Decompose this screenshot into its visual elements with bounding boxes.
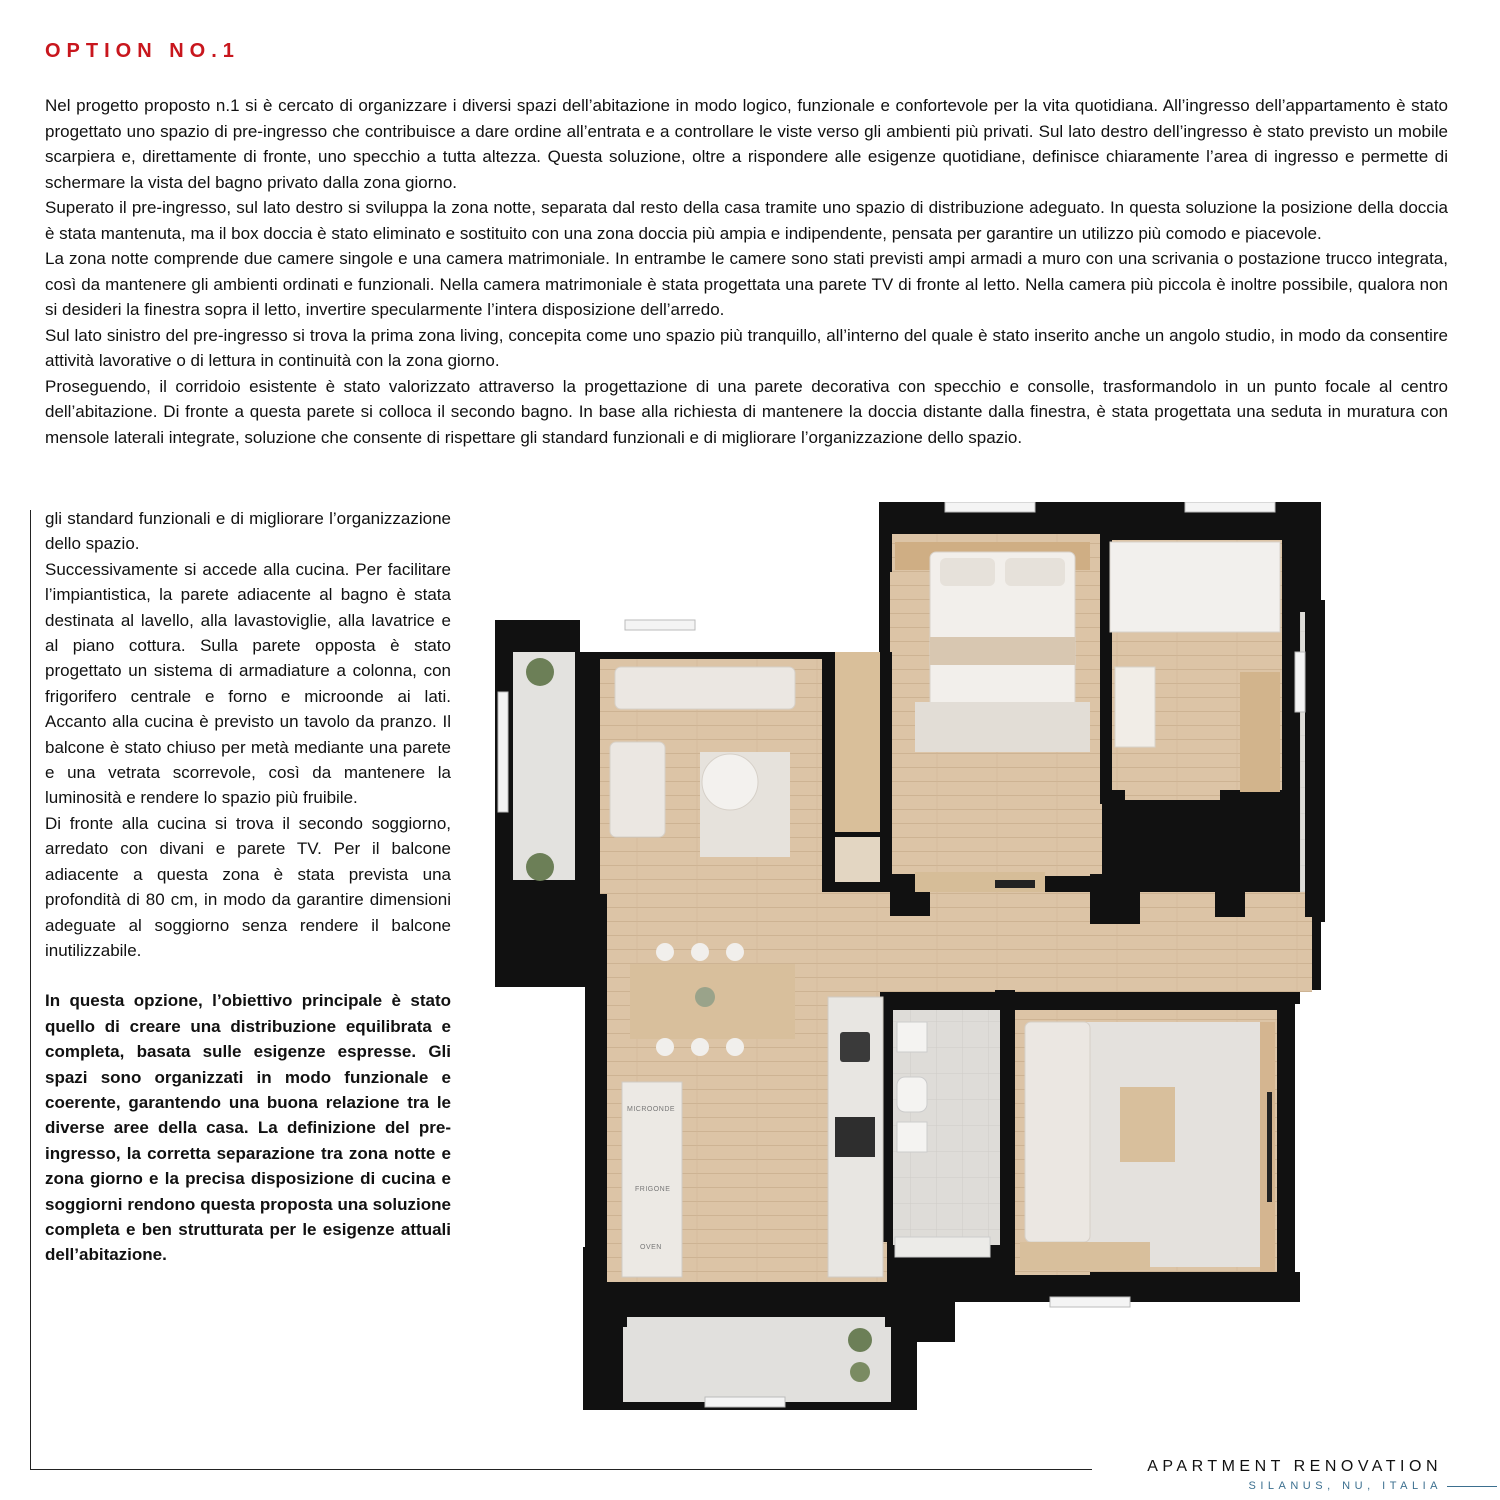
living-room-2-rug bbox=[1085, 1022, 1270, 1267]
cooktop-icon bbox=[835, 1117, 875, 1157]
sideboard-icon bbox=[1020, 1242, 1150, 1270]
toilet-icon bbox=[897, 1077, 927, 1112]
plant-icon bbox=[695, 987, 715, 1007]
chair-icon bbox=[656, 943, 674, 961]
page-title: OPTION NO.1 bbox=[45, 40, 240, 62]
desk-icon bbox=[1115, 667, 1155, 747]
pillow-icon bbox=[940, 558, 995, 586]
chair-icon bbox=[691, 1038, 709, 1056]
bed-throw-icon bbox=[930, 637, 1075, 665]
single-bed-icon bbox=[1110, 542, 1280, 632]
conclusion-paragraph: In questa opzione, l’obiettivo principale è stato quello di creare una distribuzione equilibrata e completa, basata sulle esigenze espresse. Gli spazi sono organizzati in modo funzionale e coerente, garantendo una buona relazione tra le diverse aree della casa. La definizione del pre-ingresso, la corretta separazione tra zona notte e zona giorno e la precisa disposizione di cucina e soggiorni rendono questa proposta una soluzione completa e ben strutturata per le esigenze attuali dell’abitazione. bbox=[45, 991, 451, 1265]
footer-accent-line bbox=[1447, 1486, 1497, 1487]
intro-paragraph: Sul lato sinistro del pre-ingresso si trova la prima zona living, concepita come uno spazio più tranquillo, all’interno del quale è stato inserito anche un angolo studio, in modo da consentire attività lavorative o di lettura in continuità con la zona giorno. bbox=[45, 325, 1448, 370]
balcony-left-floor bbox=[513, 652, 575, 880]
plant-icon bbox=[526, 658, 554, 686]
sink-icon bbox=[840, 1032, 870, 1062]
plant-icon bbox=[850, 1362, 870, 1382]
shower-bench-icon bbox=[895, 1237, 990, 1257]
chair-icon bbox=[726, 943, 744, 961]
intro-paragraph: La zona notte comprende due camere singole e una camera matrimoniale. In entrambe le camere sono stati previsti ampi armadi a muro con una scrivania o postazione trucco integrata, così da mantenere gli ambienti ordinati e funzionali. Nella camera matrimoniale è stata progettata una parete TV di fronte al letto. Nella camera più piccola è inoltre possibile, qualora non si desideri la finestra sopra il letto, invertire specularmente l’intera disposizione dell’arredo. bbox=[45, 249, 1448, 319]
intro-paragraph: Superato il pre-ingresso, sul lato destro si sviluppa la zona notte, separata dal resto della casa tramite uno spazio di distribuzione adeguato. In questa soluzione la posizione della doccia è stata mantenuta, ma il box doccia è stato eliminato e sostituito con una zona doccia più ampia e indipendente, pensata per garantire un utilizzo più comodo e piacevole. bbox=[45, 198, 1448, 243]
intro-paragraph: Proseguendo, il corridoio esistente è stato valorizzato attraverso la progettazione di una parete decorativa con specchio e consolle, trasformandolo in un punto focale al centro dell’abitazione. Di fronte a questa parete si colloca il secondo bagno. In base alla richiesta di mantenere la doccia distante dalla finestra, è stata progettata una seduta in muratura con mensole laterali integrate, soluzione che consente di rispettare gli standard funzionali e di migliorare l’organizzazione dello spazio. bbox=[45, 376, 1448, 447]
sofa-icon bbox=[615, 667, 795, 709]
footer-title: APARTMENT RENOVATION bbox=[1147, 1458, 1442, 1475]
chair-icon bbox=[656, 1038, 674, 1056]
tv-icon bbox=[995, 880, 1035, 888]
coffee-table-icon bbox=[702, 754, 758, 810]
wardrobe-icon bbox=[1240, 672, 1280, 792]
sofa-icon bbox=[610, 742, 665, 837]
side-paragraph: Di fronte alla cucina si trova il secondo soggiorno, arredato con divani e parete TV. Per il balcone adiacente a questa zona è stata prevista una profondità di 80 cm, in modo da garantire dimensioni adeguate al soggiorno senza rendere il balcone inutilizzabile. bbox=[45, 813, 451, 960]
study-desk-icon bbox=[835, 652, 880, 832]
floor-plan bbox=[495, 502, 1325, 1410]
side-text bbox=[45, 506, 451, 1268]
sideboard-icon bbox=[835, 837, 880, 882]
side-paragraph: gli standard funzionali e di migliorare l’organizzazione dello spazio. bbox=[45, 509, 451, 554]
intro-paragraph: Nel progetto proposto n.1 si è cercato di organizzare i diversi spazi dell’abitazione in modo logico, funzionale e confortevole per la vita quotidiana. All’ingresso dell’appartamento è stato progettato uno spazio di pre-ingresso che contribuisce a dare ordine all’entrata e a controllare le viste verso gli ambienti più privati. Sul lato destro dell’ingresso è stato previsto un mobile scarpiera e, direttamente di fronte, uno specchio a tutta altezza. Questa soluzione, oltre a rispondere alle esigenze quotidiane, definisce chiaramente l’area di ingresso e permette di schermare la vista del bagno privato dalla zona giorno. bbox=[45, 96, 1448, 192]
plant-icon bbox=[848, 1328, 872, 1352]
plant-icon bbox=[526, 853, 554, 881]
intro-text bbox=[45, 93, 1448, 450]
oven-label: OVEN bbox=[640, 1244, 662, 1251]
chair-icon bbox=[691, 943, 709, 961]
balcony-bottom-floor bbox=[623, 1317, 891, 1402]
tv-icon bbox=[1267, 1092, 1272, 1202]
coffee-table-icon bbox=[1120, 1087, 1175, 1162]
sofa-icon bbox=[1025, 1022, 1090, 1242]
microwave-label: MICROONDE bbox=[627, 1106, 676, 1113]
side-paragraph: Successivamente si accede alla cucina. Per facilitare l’impiantistica, la parete adiacente al bagno è stata destinata al lavello, alla lavastoviglie, alla lavatrice e al piano cottura. Sulla parete opposta è stato progettato un sistema di armadiature a colonna, con frigorifero centrale e forno e microonde ai lati. Accanto alla cucina è previsto un tavolo da pranzo. Il balcone è stato chiuso per metà mediante una parete e una vetrata scorrevole, così da mantenere la luminosità e rendere lo spazio più fruibile. bbox=[45, 559, 451, 808]
washing-machine-icon bbox=[897, 1122, 927, 1152]
footer-subtitle: SILANUS, NU, ITALIA bbox=[1248, 1480, 1442, 1492]
sink-icon bbox=[897, 1022, 927, 1052]
bedroom-rug bbox=[915, 702, 1090, 752]
frame-line bbox=[30, 1469, 1092, 1470]
chair-icon bbox=[726, 1038, 744, 1056]
fridge-label: FRIGONE bbox=[635, 1186, 671, 1193]
pillow-icon bbox=[1005, 558, 1065, 586]
frame-line bbox=[30, 510, 31, 1470]
